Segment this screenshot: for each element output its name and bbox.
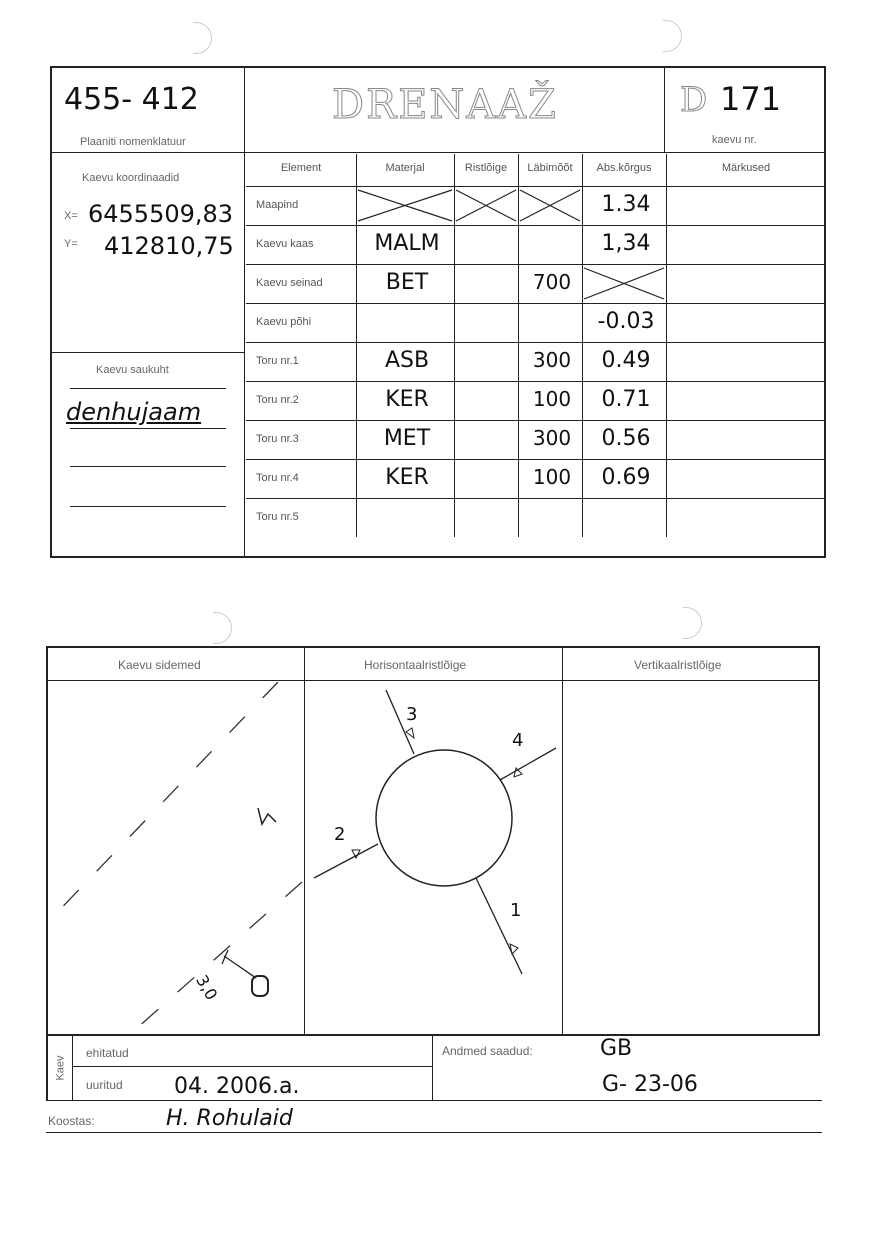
- row-element-label: Maapind: [256, 199, 299, 211]
- compiled-label: Koostas:: [48, 1114, 95, 1128]
- row-material: MET: [383, 426, 431, 451]
- row-diameter: 300: [532, 348, 572, 372]
- well-number-label: kaevu nr.: [712, 134, 757, 146]
- crossed-out-cell: [356, 186, 454, 225]
- lid-label: Kaevu saukuht: [96, 364, 169, 376]
- pipe-label-3: 3: [406, 704, 418, 725]
- column-header-material: Materjal: [385, 162, 425, 174]
- table-row: [246, 303, 826, 342]
- pipe-label-1: 1: [510, 900, 522, 921]
- row-height: 0.49: [601, 348, 651, 373]
- well-side-label: Kaev: [54, 1055, 67, 1081]
- row-height: 1.34: [601, 192, 651, 217]
- table-row: [246, 498, 826, 537]
- row-height: 0.56: [601, 426, 651, 451]
- distance-label: 3,0: [192, 971, 222, 1004]
- data-received-date: G- 23-06: [602, 1072, 698, 1097]
- row-element-label: Kaevu kaas: [256, 238, 314, 250]
- row-height: 0.69: [601, 465, 651, 490]
- row-element-label: Toru nr.4: [256, 472, 299, 484]
- row-element-label: Toru nr.2: [256, 394, 299, 406]
- x-label: X=: [64, 210, 78, 222]
- crossed-out-cell: [454, 186, 518, 225]
- connections-sketch: [48, 682, 304, 1036]
- column-header-element: Element: [280, 162, 322, 174]
- lid-value: denhujaam: [66, 398, 202, 426]
- binder-hole: [663, 20, 682, 52]
- column-header-diameter: Läbimõõt: [527, 162, 573, 174]
- row-material: MALM: [374, 231, 440, 256]
- row-diameter: 300: [532, 426, 572, 450]
- row-diameter: 700: [532, 270, 572, 294]
- row-material: ASB: [384, 348, 430, 373]
- row-material: KER: [385, 387, 429, 412]
- nomenclature-label: Plaaniti nomenklatuur: [80, 136, 186, 148]
- col-heading-horizontal: Horisontaalristlõige: [364, 658, 467, 672]
- row-height: 1,34: [601, 231, 651, 256]
- page-title: DRENAAŽ: [332, 82, 558, 128]
- row-diameter: 100: [532, 465, 572, 489]
- well-number-prefix: D: [680, 80, 708, 120]
- table-row: [246, 342, 826, 381]
- crossed-out-cell: [518, 186, 582, 225]
- compiled-by: H. Rohulaid: [166, 1106, 293, 1131]
- surveyed-date: 04. 2006.a.: [174, 1074, 300, 1099]
- coordinates-label: Kaevu koordinaadid: [82, 172, 180, 184]
- col-heading-vertical: Vertikaalristlõige: [634, 658, 722, 672]
- well-number-value: 171: [720, 80, 782, 118]
- nomenclature-value: 455- 412: [64, 82, 199, 117]
- well-data-card: [50, 66, 826, 558]
- column-header-notes: Märkused: [721, 162, 771, 174]
- row-height: -0.03: [597, 309, 655, 334]
- row-material: BET: [385, 270, 429, 295]
- row-element-label: Toru nr.5: [256, 511, 299, 523]
- row-height: 0.71: [601, 387, 651, 412]
- row-diameter: 100: [532, 387, 572, 411]
- data-received-label: Andmed saadud:: [442, 1044, 533, 1058]
- binder-hole: [683, 607, 702, 639]
- table-row: [246, 459, 826, 498]
- table-row: [246, 264, 826, 303]
- table-row: [246, 381, 826, 420]
- table-row: [246, 420, 826, 459]
- table-row: [246, 225, 826, 264]
- sketch-card: [46, 646, 820, 1036]
- row-element-label: Kaevu seinad: [256, 277, 323, 289]
- data-received-source: GB: [600, 1036, 633, 1061]
- pipe-label-4: 4: [512, 730, 524, 751]
- row-material: KER: [385, 465, 429, 490]
- crossed-out-cell: [582, 264, 666, 303]
- horizontal-section-sketch: [306, 682, 562, 1036]
- binder-hole: [193, 22, 212, 54]
- col-heading-connections: Kaevu sidemed: [118, 658, 201, 672]
- row-element-label: Toru nr.1: [256, 355, 299, 367]
- column-header-cross: Ristlõige: [464, 162, 508, 174]
- footer-block: [46, 1036, 822, 1136]
- row-element-label: Toru nr.3: [256, 433, 299, 445]
- y-label: Y=: [64, 238, 78, 250]
- y-coordinate: 412810,75: [104, 232, 234, 260]
- built-label: ehitatud: [86, 1046, 129, 1060]
- column-header-height: Abs.kõrgus: [596, 162, 652, 174]
- elements-table: [246, 154, 826, 558]
- surveyed-label: uuritud: [86, 1078, 123, 1092]
- binder-hole: [213, 612, 232, 644]
- x-coordinate: 6455509,83: [88, 200, 234, 228]
- row-element-label: Kaevu põhi: [256, 316, 312, 328]
- pipe-label-2: 2: [334, 824, 346, 845]
